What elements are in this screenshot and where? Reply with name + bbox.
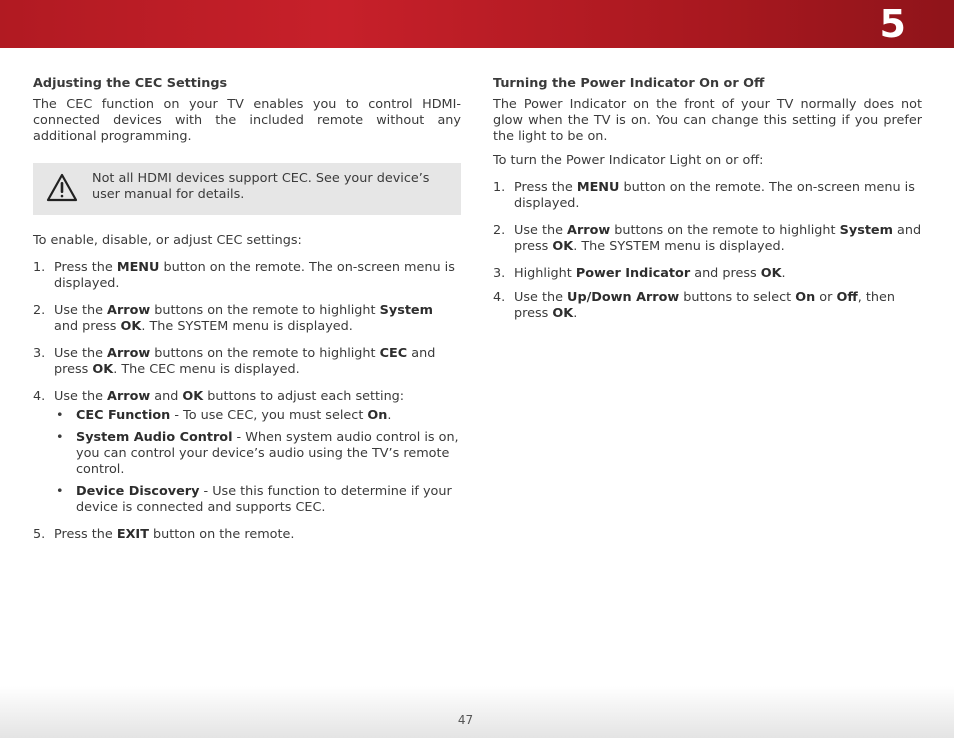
- cec-steps-list: [33, 260, 461, 543]
- note-box: [33, 163, 461, 215]
- step-number: 4.: [493, 290, 506, 305]
- step-number: 4.: [33, 389, 46, 404]
- left-column: [33, 76, 461, 554]
- cec-intro-paragraph: The CEC function on your TV enables you to control HDMI-connected devices with the included remote without any additional programming.: [33, 97, 461, 144]
- list-item: 4. Use the Up/Down Arrow buttons to select On or Off, then press OK.: [493, 290, 895, 321]
- step-number: 1.: [33, 260, 46, 275]
- step-number: 3.: [493, 266, 506, 281]
- footer-bar: [0, 686, 954, 738]
- note-text: Not all HDMI devices support CEC. See your device’s user manual for details.: [92, 171, 430, 202]
- list-item: • System Audio Control - When system audio control is on, you can control your device’s audio using the TV’s remote control.: [54, 430, 461, 478]
- list-item: 2. Use the Arrow buttons on the remote to highlight System and press OK. The SYSTEM menu is displayed.: [493, 223, 922, 254]
- step-number: 5.: [33, 527, 46, 542]
- cec-settings-bullets: [54, 408, 461, 516]
- step-number: 1.: [493, 180, 506, 195]
- power-steps-lead: To turn the Power Indicator Light on or off:: [493, 153, 764, 168]
- list-item: • Device Discovery - Use this function to determine if your device is connected and supports CEC.: [54, 484, 461, 516]
- list-item: 4. Use the Arrow and OK buttons to adjust each setting: • CEC Function - To use CEC, you must select On. • System Audio Control - When system audio control is on, you can control your device’s audio using the TV’s remote control. • Device Discovery - Use this function to determine if your device is connected and supports CEC.: [33, 389, 461, 516]
- power-intro-paragraph: The Power Indicator on the front of your TV normally does not glow when the TV is on. You can change this setting if you prefer the light to be on.: [493, 97, 922, 144]
- right-column: [493, 76, 922, 333]
- list-item: 3. Highlight Power Indicator and press OK.: [493, 266, 786, 281]
- cec-steps-lead: To enable, disable, or adjust CEC settings:: [33, 233, 302, 248]
- list-item: • CEC Function - To use CEC, you must select On.: [54, 408, 461, 424]
- list-item: 3. Use the Arrow buttons on the remote to highlight CEC and press OK. The CEC menu is displayed.: [33, 346, 436, 377]
- list-item: 1. Press the MENU button on the remote. The on-screen menu is displayed.: [493, 180, 915, 211]
- header-bar: [0, 0, 954, 48]
- list-item: 1. Press the MENU button on the remote. The on-screen menu is displayed.: [33, 260, 455, 291]
- page-number: 47: [457, 713, 474, 727]
- step-number: 2.: [33, 303, 46, 318]
- section-heading-power-indicator: Turning the Power Indicator On or Off: [493, 76, 765, 91]
- warning-triangle-icon: [46, 173, 78, 203]
- step-number: 2.: [493, 223, 506, 238]
- step-number: 3.: [33, 346, 46, 361]
- section-heading-cec: Adjusting the CEC Settings: [33, 76, 228, 91]
- list-item: 2. Use the Arrow buttons on the remote to highlight System and press OK. The SYSTEM menu is displayed.: [33, 303, 433, 334]
- power-steps-list: [493, 180, 922, 322]
- chapter-number: 5: [879, 2, 906, 46]
- list-item: 5. Press the EXIT button on the remote.: [33, 527, 295, 542]
